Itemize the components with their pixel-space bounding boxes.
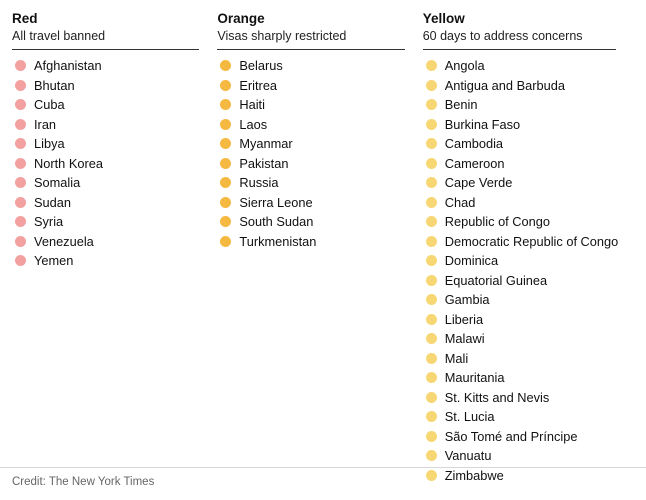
list-item <box>423 95 634 115</box>
country-label: St. Kitts and Nevis <box>444 389 550 405</box>
bullet-dot-icon <box>220 119 231 130</box>
country-label: Mali <box>444 350 469 366</box>
country-label: Pakistan <box>239 155 289 171</box>
country-label: Gambia <box>444 292 490 307</box>
list-item <box>423 251 634 271</box>
country-label: South Sudan <box>239 214 314 229</box>
country-list-yellow <box>423 50 634 485</box>
tier-column-orange <box>217 10 422 251</box>
country-label: Sierra Leone <box>239 194 313 210</box>
bullet-dot-icon <box>426 372 437 383</box>
tier-header-orange <box>217 10 404 50</box>
tier-column-yellow <box>423 10 634 485</box>
tier-subtitle-red: All travel banned <box>12 29 106 43</box>
list-item <box>423 76 634 96</box>
country-label: Chad <box>444 194 476 210</box>
list-item <box>217 134 422 154</box>
country-label: Dominica <box>444 253 499 268</box>
country-label: Bhutan <box>34 77 75 93</box>
country-label: Afghanistan <box>34 58 102 73</box>
country-label: Republic of Congo <box>444 214 551 229</box>
list-item <box>12 251 217 271</box>
list-item <box>423 466 634 486</box>
bullet-dot-icon <box>220 138 231 149</box>
country-label: São Tomé and Príncipe <box>444 428 578 444</box>
bullet-dot-icon <box>426 470 437 481</box>
country-label: Haiti <box>239 97 265 112</box>
bullet-dot-icon <box>426 197 437 208</box>
list-item <box>423 427 634 447</box>
list-item <box>423 212 634 232</box>
country-label: Sudan <box>34 194 72 210</box>
bullet-dot-icon <box>426 99 437 110</box>
bullet-dot-icon <box>15 119 26 130</box>
country-label: Zimbabwe <box>444 467 504 483</box>
bullet-dot-icon <box>426 450 437 461</box>
list-item <box>217 232 422 252</box>
country-label: Russia <box>239 175 279 190</box>
list-item <box>217 115 422 135</box>
tier-subtitle-yellow: 60 days to address concerns <box>422 29 583 43</box>
tier-title-orange: Orange <box>217 11 265 26</box>
bullet-dot-icon <box>426 138 437 149</box>
bullet-dot-icon <box>426 216 437 227</box>
bullet-dot-icon <box>426 392 437 403</box>
country-label: Angola <box>444 58 485 73</box>
tier-column-red <box>12 10 217 271</box>
bullet-dot-icon <box>426 60 437 71</box>
list-item <box>217 95 422 115</box>
list-item <box>12 115 217 135</box>
list-item <box>423 154 634 174</box>
list-item <box>12 212 217 232</box>
country-label: Mauritania <box>444 370 505 385</box>
bullet-dot-icon <box>426 119 437 130</box>
bullet-dot-icon <box>220 158 231 169</box>
bullet-dot-icon <box>15 177 26 188</box>
country-label: Benin <box>444 97 478 112</box>
list-item <box>217 76 422 96</box>
bullet-dot-icon <box>15 197 26 208</box>
bullet-dot-icon <box>220 60 231 71</box>
country-label: Vanuatu <box>444 448 492 463</box>
list-item <box>12 76 217 96</box>
list-item <box>423 310 634 330</box>
bullet-dot-icon <box>426 431 437 442</box>
country-label: Malawi <box>444 331 485 346</box>
list-item <box>12 173 217 193</box>
bullet-dot-icon <box>220 236 231 247</box>
bullet-dot-icon <box>426 353 437 364</box>
bullet-dot-icon <box>15 216 26 227</box>
bullet-dot-icon <box>220 197 231 208</box>
bullet-dot-icon <box>426 275 437 286</box>
list-item <box>423 349 634 369</box>
list-item <box>423 56 634 76</box>
country-label: Belarus <box>239 58 283 73</box>
bullet-dot-icon <box>426 236 437 247</box>
tier-title-yellow: Yellow <box>422 11 465 26</box>
list-item <box>12 154 217 174</box>
country-label: Cape Verde <box>444 175 513 190</box>
tier-header-yellow <box>423 10 616 50</box>
country-label: Cuba <box>34 97 65 112</box>
list-item <box>423 271 634 291</box>
list-item <box>217 154 422 174</box>
country-label: Eritrea <box>239 77 278 93</box>
bullet-dot-icon <box>15 80 26 91</box>
bullet-dot-icon <box>15 138 26 149</box>
country-label: North Korea <box>34 155 103 171</box>
list-item <box>423 290 634 310</box>
country-list-orange <box>217 50 422 251</box>
bullet-dot-icon <box>426 80 437 91</box>
country-label: Iran <box>34 116 57 132</box>
list-item <box>423 368 634 388</box>
bullet-dot-icon <box>220 80 231 91</box>
bullet-dot-icon <box>15 236 26 247</box>
country-label: Liberia <box>444 311 484 327</box>
country-label: Turkmenistan <box>239 233 317 249</box>
bullet-dot-icon <box>220 216 231 227</box>
credit-text: Credit: The New York Times <box>12 476 155 488</box>
country-label: Cameroon <box>444 155 505 171</box>
bullet-dot-icon <box>426 411 437 422</box>
bullet-dot-icon <box>426 158 437 169</box>
country-label: Cambodia <box>444 136 504 151</box>
country-label: Myanmar <box>239 136 293 151</box>
tier-header-red <box>12 10 199 50</box>
tier-columns <box>12 10 634 485</box>
country-label: Burkina Faso <box>444 116 521 132</box>
list-item <box>423 173 634 193</box>
country-label: Syria <box>34 214 64 229</box>
bullet-dot-icon <box>15 158 26 169</box>
list-item <box>423 388 634 408</box>
list-item <box>12 232 217 252</box>
list-item <box>423 407 634 427</box>
country-label: Libya <box>34 136 65 151</box>
list-item <box>217 212 422 232</box>
list-item <box>423 193 634 213</box>
list-item <box>12 193 217 213</box>
country-label: Somalia <box>34 175 81 190</box>
tier-title-red: Red <box>12 11 38 26</box>
bullet-dot-icon <box>426 314 437 325</box>
list-item <box>12 95 217 115</box>
list-item <box>217 56 422 76</box>
bullet-dot-icon <box>426 333 437 344</box>
bullet-dot-icon <box>220 177 231 188</box>
list-item <box>12 134 217 154</box>
list-item <box>423 232 634 252</box>
bullet-dot-icon <box>15 60 26 71</box>
bullet-dot-icon <box>426 177 437 188</box>
bullet-dot-icon <box>15 255 26 266</box>
tier-subtitle-orange: Visas sharply restricted <box>217 29 347 43</box>
country-list-red <box>12 50 217 271</box>
list-item <box>423 134 634 154</box>
country-label: St. Lucia <box>444 409 495 424</box>
list-item <box>423 115 634 135</box>
country-label: Equatorial Guinea <box>444 272 548 288</box>
country-label: Yemen <box>34 253 74 268</box>
footer-divider <box>0 467 646 468</box>
bullet-dot-icon <box>220 99 231 110</box>
bullet-dot-icon <box>426 255 437 266</box>
bullet-dot-icon <box>426 294 437 305</box>
country-label: Antigua and Barbuda <box>444 77 565 93</box>
country-label: Democratic Republic of Congo <box>444 233 619 249</box>
list-item <box>217 173 422 193</box>
country-label: Laos <box>239 116 268 132</box>
list-item <box>423 446 634 466</box>
list-item <box>423 329 634 349</box>
country-label: Venezuela <box>34 233 94 249</box>
list-item <box>217 193 422 213</box>
bullet-dot-icon <box>15 99 26 110</box>
list-item <box>12 56 217 76</box>
